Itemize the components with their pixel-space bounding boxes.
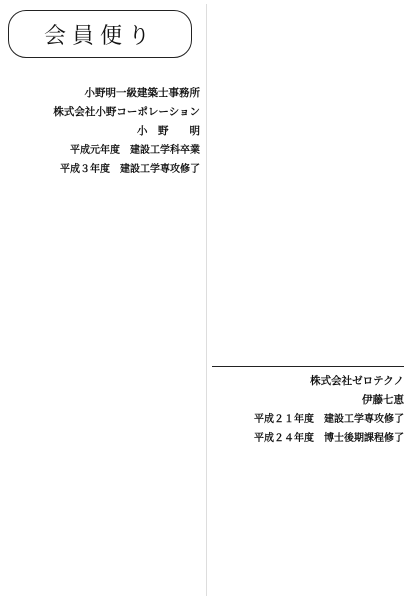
author-name: 小 野 明 [137, 125, 200, 137]
author-name: 伊藤七恵 [362, 394, 404, 406]
article-body-right-bottom [212, 470, 404, 595]
author-graduation-1: 平成元年度 建設工学科卒業 [70, 145, 200, 156]
column-divider [206, 4, 207, 596]
author-graduation-2: 平成２４年度 博士後期課程修了 [254, 433, 404, 444]
author-graduation-2: 平成３年度 建設工学専攻修了 [60, 164, 200, 175]
author-company: 株式会社ゼロテクノ [310, 375, 404, 387]
heading-text: 会員便り [43, 23, 156, 49]
article-body-left [8, 208, 200, 593]
author-graduation-1: 平成２１年度 建設工学専攻修了 [254, 414, 404, 425]
author-office: 小野明一級建築士事務所 [84, 87, 200, 99]
author-signature-left [8, 84, 200, 179]
author-company: 株式会社小野コーポレーション [53, 106, 200, 118]
article-separator [212, 366, 404, 367]
author-signature-right [212, 372, 404, 448]
article-body-right-top [212, 4, 404, 361]
section-heading [8, 10, 192, 58]
